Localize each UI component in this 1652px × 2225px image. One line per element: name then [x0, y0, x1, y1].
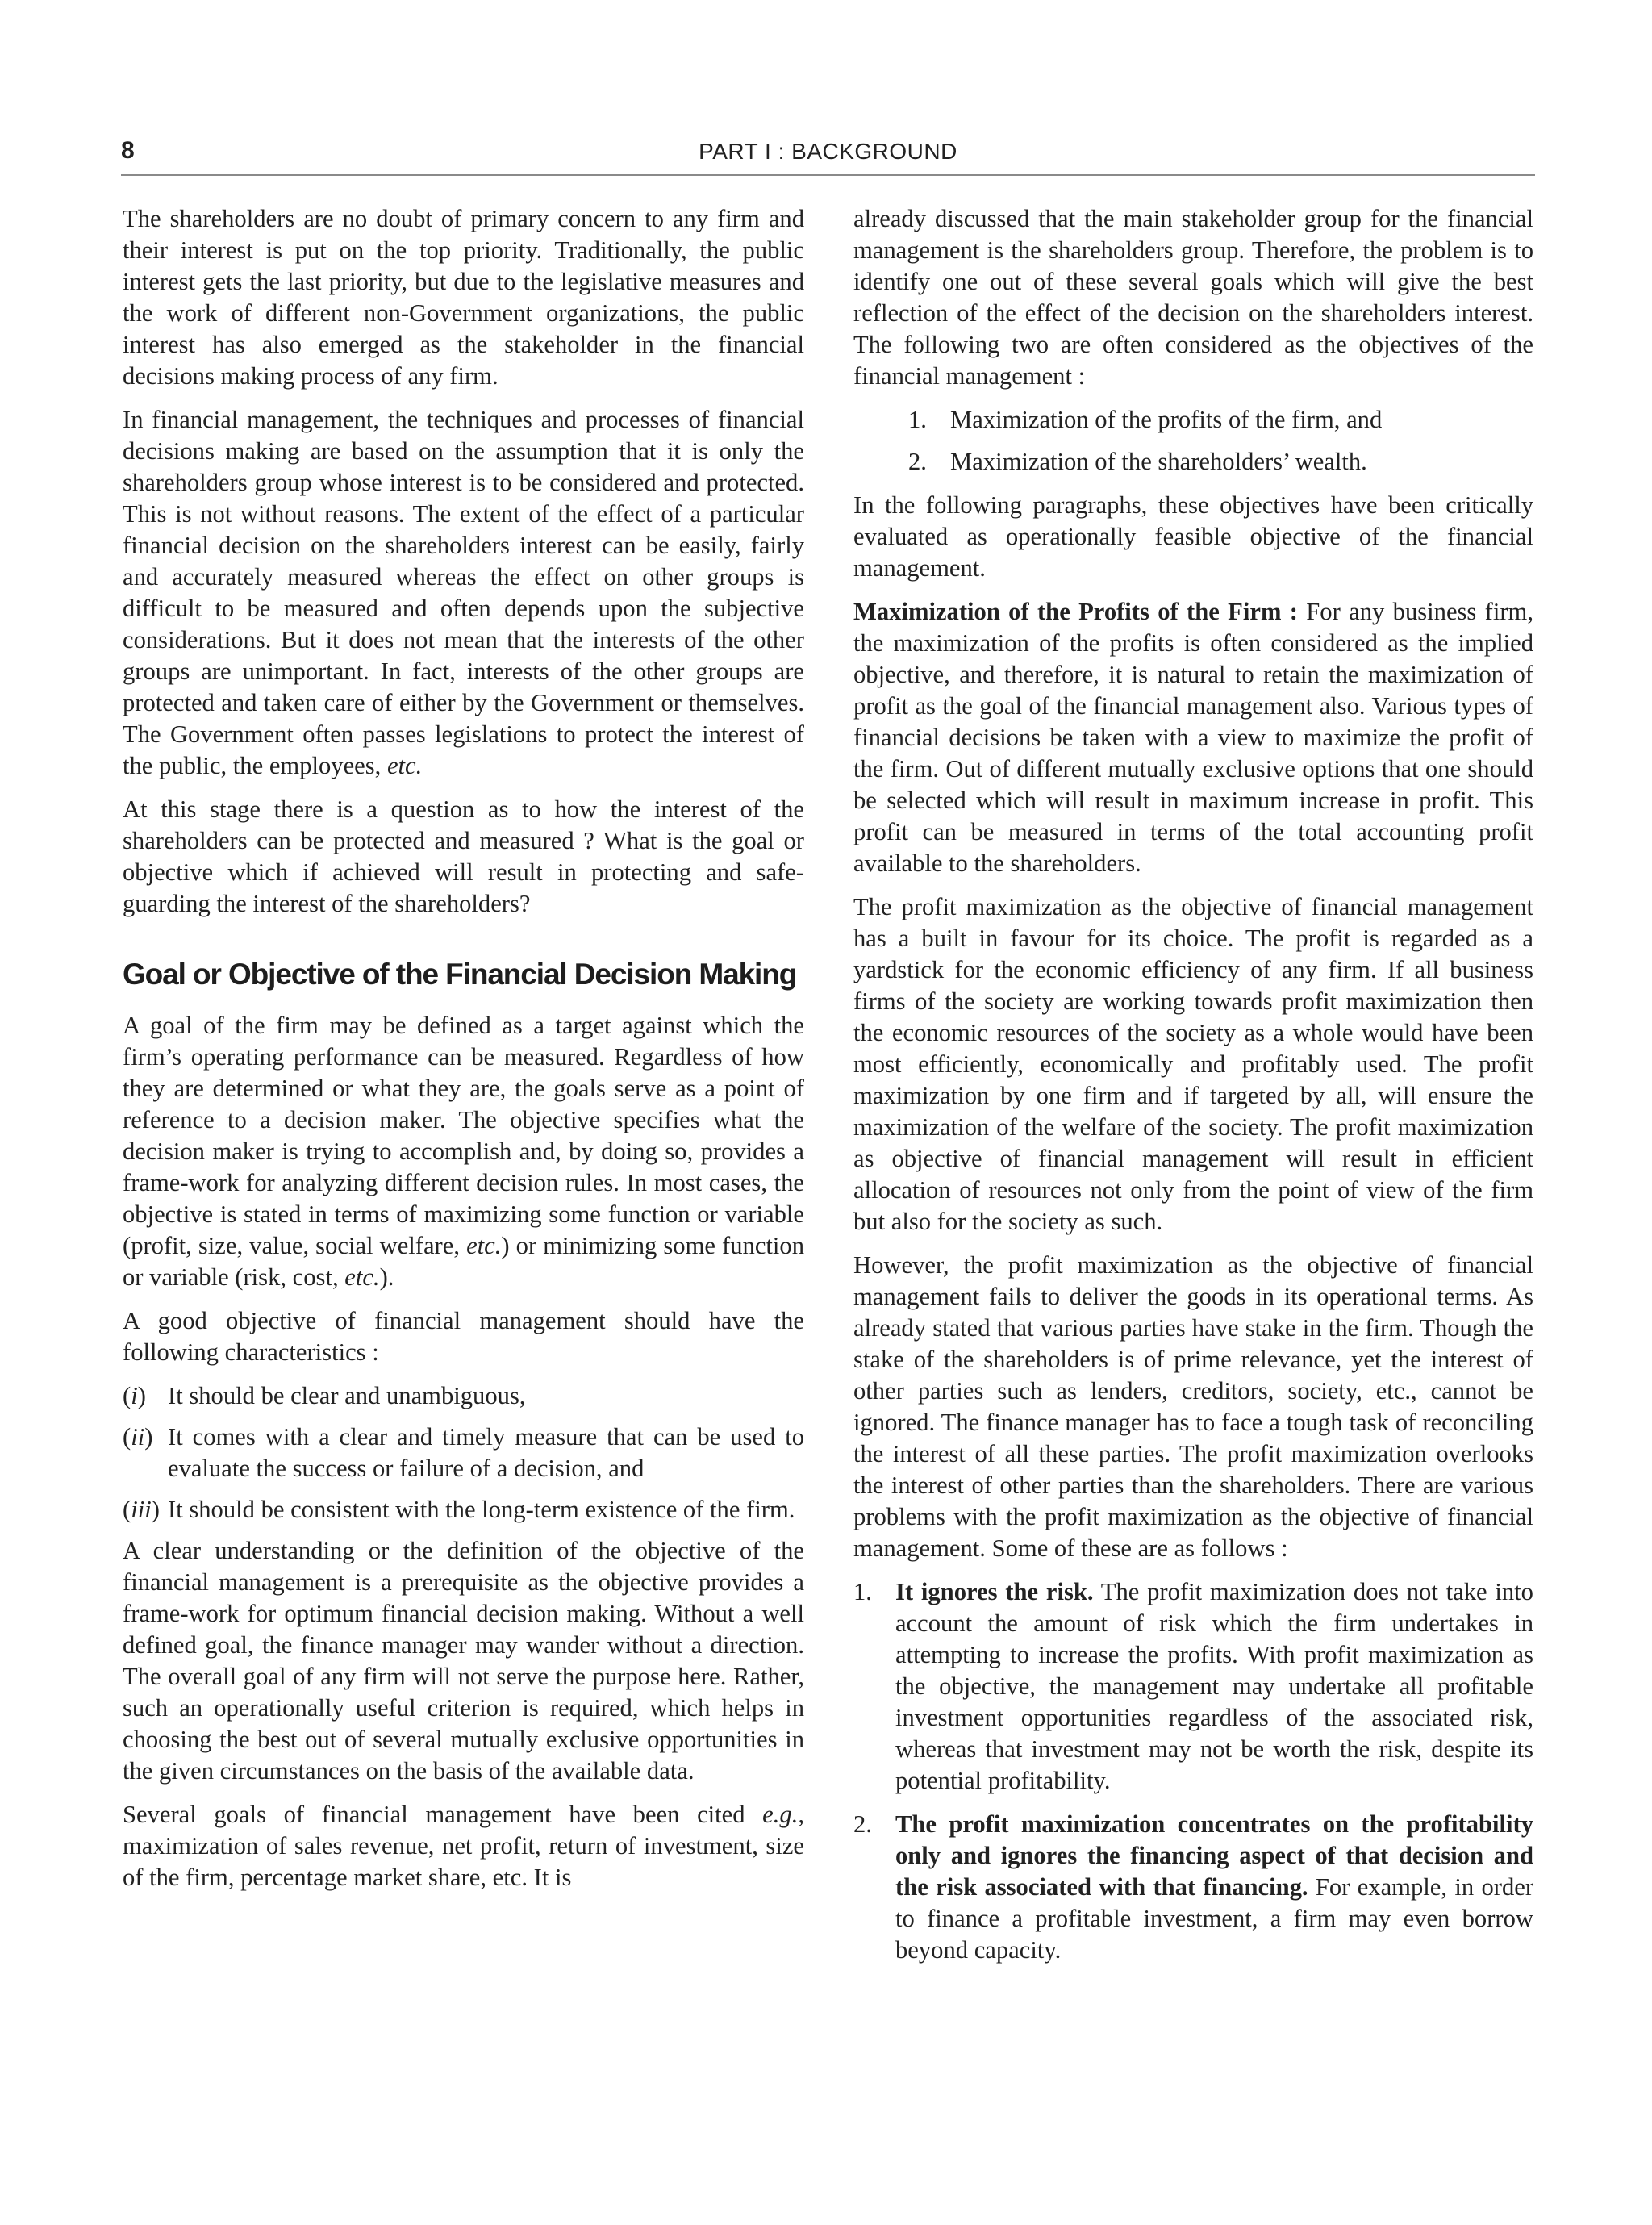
list-item	[123, 1421, 804, 1484]
list-item	[123, 1380, 804, 1412]
list-item-text: The profit maximization does not take into account the amount of risk which the firm undertakes in attempting to increase the profits. With profit maximization as the objective, the management may undertake all profitable investment opportunities regardless of the associated risk, whereas that investment may not be worth the risk, despite its potential profitability.	[895, 1578, 1533, 1794]
paragraph-text: A goal of the firm may be defined as a target against which the firm’s operating performance can be measured. Regardless of how they are determined or what they are, the goals serve as a point of reference to a decision maker. The objective specifies what the decision maker is trying to accomplish and, by doing so, provides a frame-work for analyzing different decision rules. In most cases, the objective is stated in terms of maximizing some function or variable (profit, size, value, social welfare,	[123, 1012, 804, 1259]
list-item-text: It should be consistent with the long-term existence of the firm.	[168, 1496, 795, 1523]
list-marker: (iii)	[123, 1496, 160, 1523]
paragraph	[853, 596, 1533, 879]
left-column	[123, 203, 804, 1906]
list-marker: (ii)	[123, 1423, 153, 1451]
list-item	[853, 1576, 1533, 1797]
paragraph-text: maximization of sales revenue, net profit, return of investment, size of the firm, percentage market share, etc. It is	[123, 1832, 804, 1891]
section-heading: Goal or Objective of the Financial Decision Making	[123, 958, 797, 991]
list-item-text: It should be clear and unambiguous,	[168, 1382, 526, 1409]
list-marker: (i)	[123, 1382, 146, 1409]
paragraph: At this stage there is a question as to how the interest of the shareholders can be protected and measured ? What is the goal or objective which if achieved will result in protecting and safe-guarding the interest of the shareholders?	[123, 795, 804, 917]
list-item	[123, 1494, 804, 1526]
right-column	[853, 203, 1533, 1978]
run-in-heading: Maximization of the Profits of the Firm :	[853, 598, 1298, 625]
italic-eg: e.g.,	[762, 1801, 804, 1828]
paragraph-text: In financial management, the techniques and processes of financial decisions making are based on the assumption that it is only the shareholders group whose interest is to be considered and protected. This is not without reasons. The extent of the effect of a particular financial decision on the shareholders interest can be easily, fairly and accurately measured whereas the effect on other groups is difficult to be measured and often depends upon the subjective considerations. But it does not mean that the interests of the other groups are unimportant. In fact, interests of the other groups are protected and taken care of either by the Government or themselves. The Government often passes legislations to protect the interest of the public, the employees,	[123, 406, 804, 779]
list-item-text: Maximization of the shareholders’ wealth.	[950, 448, 1367, 475]
list-number: 1.	[853, 1578, 872, 1605]
italic-etc: etc.	[386, 752, 423, 779]
list-item	[853, 446, 1533, 478]
paragraph-text: ) or minimizing some function or variable (risk, cost,	[123, 1232, 804, 1291]
paragraph-text: For any business firm, the maximization of the profits is often considered as the implied objective, and therefore, it is natural to retain the maximization of profit as the goal of the financial management also. Various types of financial decisions be taken with a view to maximize the profit of the firm. Out of different mutually exclusive options that one should be selected which will result in maximum increase in profit. This profit can be measured in terms of the total accounting profit available to the shareholders.	[853, 598, 1533, 877]
list-number: 2.	[853, 1810, 872, 1838]
problems-list	[853, 1576, 1533, 1966]
italic-etc: etc.	[466, 1232, 502, 1259]
list-number: 2.	[908, 448, 927, 475]
italic-etc: etc.	[344, 1263, 380, 1291]
list-item-bold: It ignores the risk.	[895, 1578, 1094, 1605]
paragraph	[123, 1799, 804, 1893]
page-number: 8	[121, 137, 135, 164]
paragraph-text: Several goals of financial management have been cited	[123, 1801, 745, 1828]
list-item	[853, 404, 1533, 436]
paragraph: The shareholders are no doubt of primary concern to any firm and their interest is put on the top priority. Traditionally, the public interest gets the last priority, but due to the legislative measures and the work of different non-Government organizations, the public interest has also emerged as the stakeholder in the financial decisions making process of any firm.	[123, 205, 804, 390]
list-item-text: For example, in order to finance a profitable investment, a firm may even borrow beyond capacity.	[895, 1873, 1534, 1964]
characteristics-list	[123, 1380, 804, 1526]
list-item-text: It comes with a clear and timely measure that can be used to evaluate the success or failure of a decision, and	[168, 1423, 804, 1482]
paragraph-text: ).	[379, 1263, 394, 1291]
list-item	[853, 1809, 1533, 1966]
paragraph	[123, 404, 804, 782]
paragraph: A clear understanding or the definition of the objective of the financial management is a prerequisite as the objective provides a frame-work for optimum financial decision making. Without a well defined goal, the finance manager may wander without a direction. The overall goal of any firm will not serve the purpose here. Rather, such an operationally useful criterion is required, which helps in choosing the best out of several mutually exclusive opportunities in the given circumstances on the basis of the available data.	[123, 1537, 804, 1785]
paragraph: The profit maximization as the objective of financial management has a built in favour for its choice. The profit is regarded as a yardstick for the economic efficiency of any firm. If all business firms of the society are working towards profit maximization then the economic resources of the society as a whole would have been most efficiently, economically and profitably used. The profit maximization by one firm and if targeted by all, will ensure the maximization of the welfare of the society. The profit maximization as objective of financial management will result in efficient allocation of resources not only from the point of view of the firm but also for the society as such.	[853, 893, 1533, 1235]
paragraph: A good objective of financial management should have the following characteristics :	[123, 1307, 804, 1366]
paragraph: However, the profit maximization as the objective of financial management fails to deliver the goods in its operational terms. As already stated that various parties have stake in the firm. Though the stake of the shareholders is of prime relevance, yet the interest of other parties such as lenders, creditors, society, etc., cannot be ignored. The finance manager has to face a tough task of reconciling the interest of all these parties. The profit maximization overlooks the interest of other parties than the shareholders. There are various problems with the profit maximization as the objective of financial management. Some of these are as follows :	[853, 1251, 1533, 1562]
page-header	[121, 136, 1535, 176]
list-item-bold: The profit maximization concentrates on the profitability only and ignores the financing aspect of that decision and the risk associated with that financing.	[895, 1810, 1533, 1901]
running-head: PART I : BACKGROUND	[699, 139, 957, 164]
paragraph: already discussed that the main stakeholder group for the financial management is the shareholders group. Therefore, the problem is to identify one out of these several goals which will give the best reflection of the effect of the decision on the shareholders interest. The following two are often considered as the objectives of the financial management :	[853, 205, 1533, 390]
objectives-list	[853, 404, 1533, 478]
list-item-text: Maximization of the profits of the firm, and	[950, 406, 1383, 433]
paragraph: In the following paragraphs, these objectives have been critically evaluated as operationally feasible objective of the financial management.	[853, 491, 1533, 582]
paragraph	[123, 1010, 804, 1293]
list-number: 1.	[908, 406, 927, 433]
